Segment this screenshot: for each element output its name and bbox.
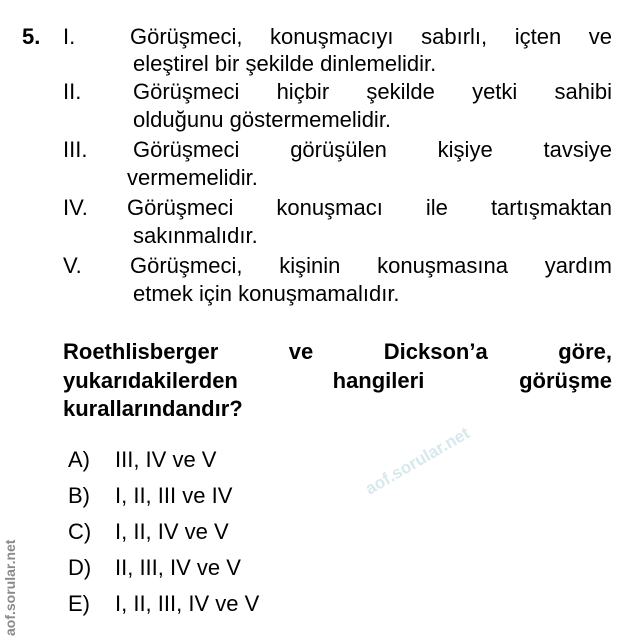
- statement-text: olduğunu göstermemelidir.: [133, 107, 392, 132]
- statement-numeral: I.: [63, 24, 76, 49]
- option-letter: C): [68, 519, 92, 544]
- watermark-center: aof.sorular.net: [362, 423, 473, 499]
- question-text: Roethlisberger ve Dickson’a göre,: [63, 339, 612, 364]
- statement-text: etmek için konuşmamalıdır.: [133, 281, 400, 306]
- option-letter: B): [68, 483, 90, 508]
- statement-numeral: IV.: [63, 195, 88, 220]
- option-letter: A): [68, 447, 90, 472]
- option-text: I, II, III, IV ve V: [115, 591, 260, 616]
- statement-numeral: III.: [63, 137, 88, 162]
- option-text: III, IV ve V: [115, 447, 217, 472]
- statement-text: Görüşmeci konuşmacı ile tartışmaktan: [127, 195, 612, 220]
- statement-numeral: V.: [63, 253, 82, 278]
- option-text: I, II, IV ve V: [115, 519, 229, 544]
- option-text: II, III, IV ve V: [115, 555, 241, 580]
- statement-text: Görüşmeci görüşülen kişiye tavsiye: [133, 137, 612, 162]
- question-text: yukarıdakilerden hangileri görüşme: [63, 368, 612, 393]
- statement-text: Görüşmeci hiçbir şekilde yetki sahibi: [133, 79, 612, 104]
- option-letter: D): [68, 555, 92, 580]
- statement-text: sakınmalıdır.: [133, 223, 258, 248]
- statement-text: vermemelidir.: [127, 165, 258, 190]
- option-letter: E): [68, 591, 90, 616]
- option-text: I, II, III ve IV: [115, 483, 233, 508]
- question-text: kurallarındandır?: [63, 396, 243, 421]
- watermark-side: aof.sorular.net: [2, 539, 18, 636]
- statement-text: Görüşmeci, konuşmacıyı sabırlı, içten ve: [130, 24, 612, 49]
- statement-text: Görüşmeci, kişinin konuşmasına yardım: [130, 253, 612, 278]
- question-number: 5.: [22, 24, 41, 49]
- statement-numeral: II.: [63, 79, 82, 104]
- statement-text: eleştirel bir şekilde dinlemelidir.: [133, 51, 437, 76]
